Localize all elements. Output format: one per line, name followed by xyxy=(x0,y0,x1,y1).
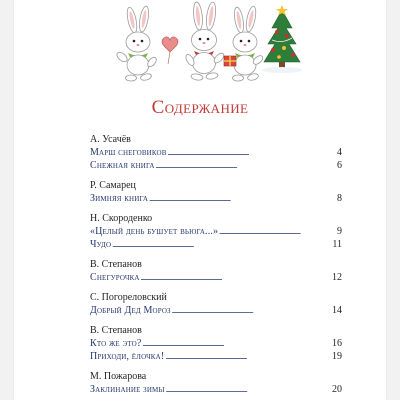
dot-leader xyxy=(156,159,336,172)
toc-entry[interactable] xyxy=(90,238,342,251)
entry-page-number: 8 xyxy=(337,193,342,204)
author-name: С. Погореловский xyxy=(90,292,167,303)
book-page xyxy=(14,0,386,400)
dot-leader xyxy=(168,146,336,159)
toc-entry[interactable] xyxy=(90,159,342,172)
author-name: Н. Скороденко xyxy=(90,213,153,224)
toc-entry[interactable] xyxy=(90,337,342,350)
entry-title: Добрый Дед Мороз xyxy=(90,305,171,316)
christmas-tree-icon xyxy=(262,5,302,73)
toc-title: Содержание xyxy=(151,97,249,118)
dot-leader xyxy=(141,271,331,284)
dot-leader xyxy=(142,337,331,350)
toc-entry[interactable] xyxy=(90,350,342,363)
author-group xyxy=(90,179,342,205)
entry-page-number: 4 xyxy=(337,147,342,158)
header-illustration xyxy=(14,0,386,90)
entry-page-number: 16 xyxy=(332,338,342,349)
entry-title: Кто же это? xyxy=(90,338,142,349)
toc-entry[interactable] xyxy=(90,304,342,317)
entry-title: Снежная книга xyxy=(90,160,155,171)
dot-leader xyxy=(172,304,331,317)
author-name: А. Усачёв xyxy=(90,134,131,145)
rabbit-icon xyxy=(224,5,264,81)
entry-page-number: 9 xyxy=(337,226,342,237)
toc-entry[interactable] xyxy=(90,146,342,159)
author-name: В. Степанов xyxy=(90,259,142,270)
author-group xyxy=(90,212,342,251)
bunnies-illustration xyxy=(14,0,386,90)
author-name: В. Степанов xyxy=(90,325,142,336)
rabbit-icon xyxy=(184,2,225,81)
entry-title: Заклинание зимы xyxy=(90,384,165,395)
author-group xyxy=(90,370,342,396)
toc-entry[interactable] xyxy=(90,192,342,205)
author-group xyxy=(90,291,342,317)
entry-page-number: 6 xyxy=(337,160,342,171)
entry-title: «Целый день бушует вьюга...» xyxy=(90,226,219,237)
author-group xyxy=(90,133,342,172)
entry-title: Зимняя книга xyxy=(90,193,149,204)
entry-title: Чудо xyxy=(90,239,112,250)
entry-page-number: 19 xyxy=(332,351,342,362)
toc-entry[interactable] xyxy=(90,271,342,284)
author-group xyxy=(90,258,342,284)
dot-leader xyxy=(112,238,331,251)
dot-leader xyxy=(219,225,336,238)
entry-page-number: 14 xyxy=(332,305,342,316)
entry-page-number: 11 xyxy=(332,239,342,250)
author-name: М. Пожарова xyxy=(90,371,147,382)
dot-leader xyxy=(165,350,331,363)
toc-entry[interactable] xyxy=(90,225,342,238)
entry-title: Приходи, ёлочка! xyxy=(90,351,165,362)
dot-leader xyxy=(166,383,331,396)
gift-icon xyxy=(162,37,178,64)
author-group xyxy=(90,324,342,363)
rabbit-icon xyxy=(115,6,158,82)
entry-title: Снегурочка xyxy=(90,272,140,283)
table-of-contents xyxy=(90,133,342,400)
toc-entry[interactable] xyxy=(90,383,342,396)
entry-title: Марш снеговиков xyxy=(90,147,167,158)
author-name: Р. Самарец xyxy=(90,180,136,191)
entry-page-number: 12 xyxy=(332,272,342,283)
dot-leader xyxy=(149,192,336,205)
entry-page-number: 20 xyxy=(332,384,342,395)
